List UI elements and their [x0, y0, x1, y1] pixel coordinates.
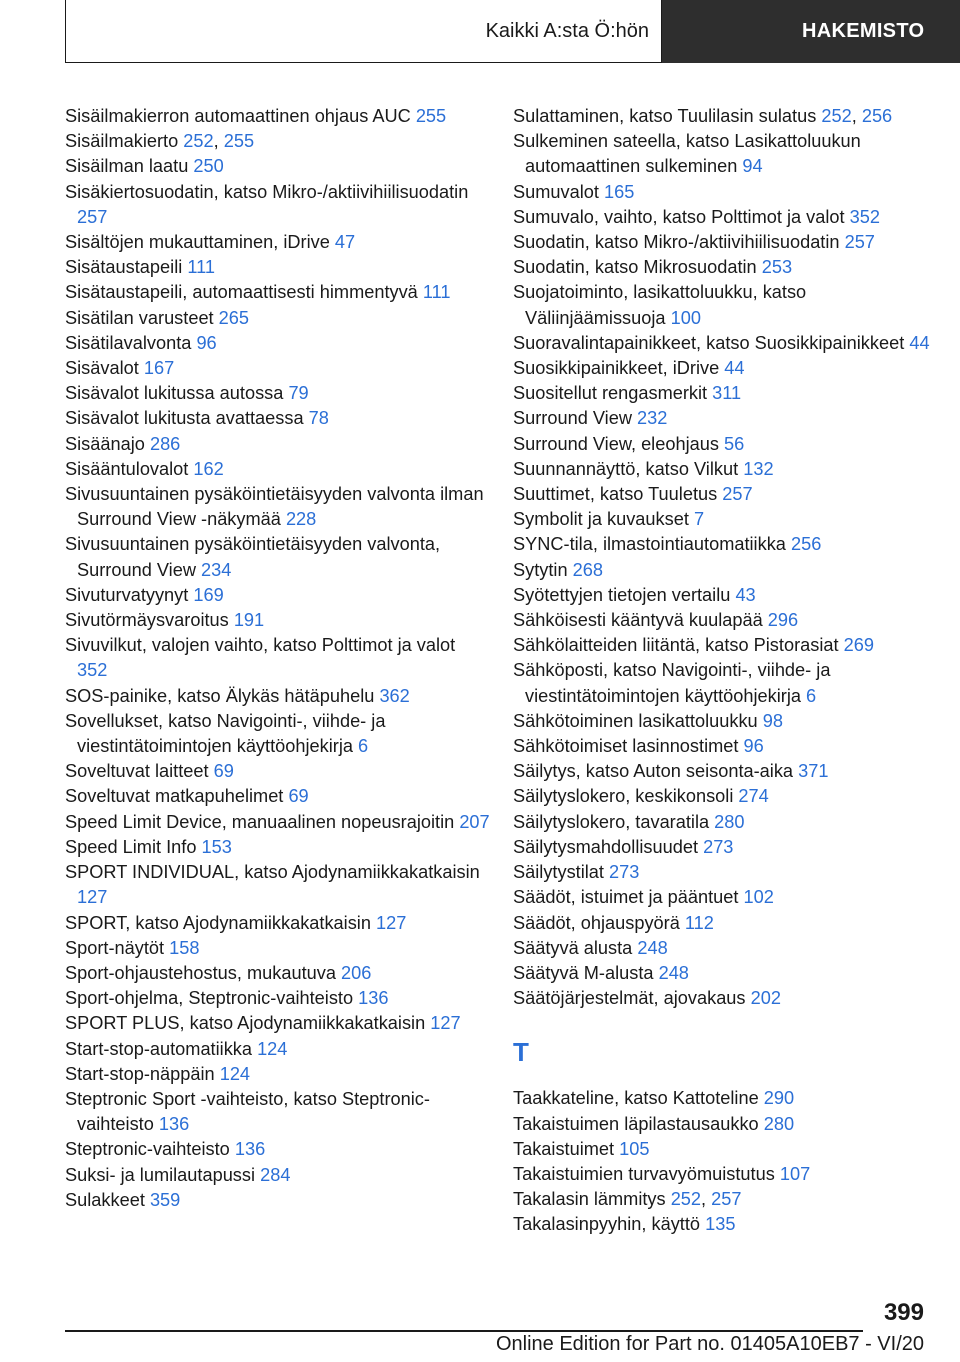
page-link[interactable]: 290: [763, 1088, 795, 1109]
index-entry: [513, 129, 938, 179]
index-entry: Sulattaminen, katso Tuulilasin sulatus 252, 256: [513, 106, 893, 126]
page-link[interactable]: 56: [724, 433, 745, 454]
entry-term: Taakkateline, katso Kattoteline: [513, 1088, 759, 1109]
entry-term: Takalasinpyyhin, käyttö: [513, 1214, 701, 1235]
index-entry: [513, 255, 938, 280]
index-tab[interactable]: HAKEMISTO: [662, 0, 960, 63]
entry-term: Sisäilmakierto: [65, 131, 179, 152]
entry-term: Sähköisesti kääntyvä kuulapää: [513, 610, 763, 631]
entry-term: Sytytin: [513, 559, 568, 580]
index-column-right: [513, 104, 938, 1238]
index-entry: [65, 180, 490, 230]
entry-term: Säädöt, ohjauspyörä: [513, 912, 680, 933]
index-entry: [65, 104, 490, 129]
entry-term: Sivusuuntainen pysäköintietäisyyden valvonta, Surround View: [65, 534, 441, 580]
index-entry: [513, 532, 938, 557]
page-link[interactable]: 7: [693, 509, 705, 530]
index-entry: [513, 633, 938, 658]
index-entry: [65, 633, 490, 683]
index-entry: [65, 306, 490, 331]
index-entry: [513, 608, 938, 633]
index-entry: [65, 583, 490, 608]
page-link[interactable]: 280: [763, 1113, 795, 1134]
entry-term: Soveltuvat laitteet: [65, 761, 209, 782]
entry-term: Suksi- ja lumilautapussi: [65, 1164, 256, 1185]
page-link[interactable]: 253: [761, 257, 793, 278]
entry-term: SYNC-tila, ilmastointiautomatiikka: [513, 534, 786, 555]
entry-term: Sivutörmäysvaroitus: [65, 610, 229, 631]
page-link[interactable]: 94: [742, 156, 763, 177]
page-link[interactable]: 98: [762, 710, 783, 731]
index-entry: [65, 230, 490, 255]
page-link[interactable]: 69: [213, 761, 234, 782]
entry-term: Syötettyjen tietojen vertailu: [513, 584, 731, 605]
index-entry: [513, 986, 938, 1011]
index-entry: [65, 1137, 490, 1162]
page-link[interactable]: 153: [201, 836, 232, 857]
entry-term: Sisäilmakierron automaattinen ohjaus AUC: [65, 106, 411, 126]
entry-term: Sähkötoimiset lasinnostimet: [513, 736, 739, 757]
index-entry: [513, 432, 938, 457]
entry-term: Säilytyslokero, tavaratila: [513, 811, 710, 832]
entry-term: Sulakkeet: [65, 1189, 145, 1210]
entry-term: Soveltuvat matkapuhelimet: [65, 786, 284, 807]
page-link[interactable]: 105: [619, 1138, 650, 1159]
page-link[interactable]: 136: [234, 1139, 266, 1160]
index-entry: [513, 457, 938, 482]
page-link[interactable]: 136: [358, 988, 389, 1009]
page-link[interactable]: 191: [233, 610, 265, 631]
index-entry: [513, 810, 938, 835]
page-link[interactable]: 111: [187, 257, 215, 278]
index-entry: [65, 1188, 490, 1213]
page-link[interactable]: 162: [193, 458, 224, 479]
page-link[interactable]: 257: [722, 484, 753, 505]
page-link[interactable]: 47: [334, 232, 356, 253]
index-entry: [65, 154, 490, 179]
entry-term: Surround View: [513, 408, 632, 429]
footer-divider: [65, 1330, 863, 1332]
index-entry: [513, 583, 938, 608]
page-link[interactable]: 252: [670, 1189, 702, 1210]
index-entry: [513, 280, 938, 330]
page-link[interactable]: 296: [767, 610, 799, 631]
index-entry: [65, 961, 490, 986]
entry-term: Sport-näytöt: [65, 937, 165, 958]
page-link[interactable]: 165: [604, 181, 635, 202]
page-link[interactable]: 44: [724, 358, 745, 379]
index-entry: [513, 180, 938, 205]
page-link[interactable]: 158: [169, 937, 200, 958]
page-link[interactable]: 256: [861, 106, 893, 126]
index-entry: [513, 230, 938, 255]
index-list-t: [513, 1086, 938, 1237]
page-link[interactable]: 286: [149, 433, 181, 454]
page-link[interactable]: 257: [77, 206, 108, 227]
page-link[interactable]: 284: [260, 1164, 291, 1185]
entry-term: SPORT INDIVIDUAL, katso Ajodynamiikkakatkaisin: [65, 862, 480, 883]
index-entry: [513, 1212, 938, 1237]
index-entry: [513, 784, 938, 809]
page-link[interactable]: 127: [376, 912, 407, 933]
entry-term: SOS-painike, katso Älykäs hätäpuhelu: [65, 685, 375, 706]
entry-term: Säilytyslokero, keskikonsoli: [513, 786, 734, 807]
index-entry: [513, 860, 938, 885]
entry-term: Sisäänajo: [65, 433, 145, 454]
page-link[interactable]: 6: [806, 685, 817, 706]
index-entry: [513, 759, 938, 784]
page-link[interactable]: 232: [637, 408, 668, 429]
page-link[interactable]: 111: [422, 282, 451, 303]
entry-term: Säätyvä alusta: [513, 937, 633, 958]
entry-term: Suoravalintapainikkeet, katso Suosikkipainikkeet: [513, 332, 905, 353]
entry-term: SPORT, katso Ajodynamiikkakatkaisin: [65, 912, 371, 933]
page-link[interactable]: 252: [821, 106, 852, 126]
index-entry: [513, 835, 938, 860]
page-link[interactable]: 255: [223, 131, 255, 152]
entry-term: Sulattaminen, katso Tuulilasin sulatus: [513, 106, 817, 126]
page-link[interactable]: 265: [218, 307, 250, 328]
page-link[interactable]: 127: [77, 887, 108, 908]
entry-term: Sähkölaitteiden liitäntä, katso Pistorasiat: [513, 635, 839, 656]
page-link[interactable]: 257: [844, 232, 875, 253]
index-entry: [65, 936, 490, 961]
entry-term: Sisäkiertosuodatin, katso Mikro-/aktiivihiilisuodatin: [65, 181, 469, 202]
page-link[interactable]: 167: [143, 358, 175, 379]
entry-term: Sivusuuntainen pysäköintietäisyyden valvonta ilman Surround View -näkymää: [65, 484, 484, 530]
entry-term: Sisältöjen mukauttaminen, iDrive: [65, 232, 330, 253]
entry-term: Sisävalot lukitussa autossa: [65, 383, 284, 404]
page-link[interactable]: 112: [684, 912, 714, 933]
index-entry: [513, 658, 938, 708]
index-entry: [65, 860, 490, 910]
index-entry: [513, 356, 938, 381]
index-entry: [65, 759, 490, 784]
page-link[interactable]: 352: [77, 660, 108, 681]
index-entry: [65, 784, 490, 809]
entry-term: Speed Limit Device, manuaalinen nopeusrajoitin: [65, 811, 455, 832]
entry-term: Sport-ohjaustehostus, mukautuva: [65, 962, 336, 983]
entry-term: Speed Limit Info: [65, 836, 197, 857]
page-link[interactable]: 100: [670, 307, 701, 328]
page-link[interactable]: 257: [711, 1189, 742, 1210]
index-entry: [513, 482, 938, 507]
entry-term: Sovellukset, katso Navigointi-, viihde- ja viestintätoimintojen käyttöohjekirja: [65, 710, 386, 757]
index-entry: [513, 1137, 938, 1162]
entry-term: Sisäilman laatu: [65, 156, 189, 177]
page-number: 399: [883, 1299, 924, 1326]
entry-term: Sivuturvatyynyt: [65, 584, 189, 605]
entry-term: Start-stop-näppäin: [65, 1063, 215, 1084]
index-entry: [65, 684, 490, 709]
index-entry: [65, 810, 490, 835]
index-entry: [65, 532, 490, 582]
index-list-s: [513, 104, 938, 1011]
entry-term: Säilytys, katso Auton seisonta-aika: [513, 761, 794, 782]
page-link[interactable]: 228: [285, 509, 317, 530]
entry-term: Säätyvä M-alusta: [513, 962, 654, 983]
entry-term: Steptronic-vaihteisto: [65, 1139, 230, 1160]
entry-term: Takalasin lämmitys: [513, 1189, 666, 1210]
entry-term: Sähkötoiminen lasikattoluukku: [513, 710, 758, 731]
entry-term: Sisävalot lukitusta avattaessa: [65, 408, 304, 429]
index-entry: [513, 936, 938, 961]
page-link[interactable]: 96: [743, 736, 764, 757]
page-link[interactable]: 256: [790, 534, 822, 555]
index-entry: [65, 911, 490, 936]
index-entry: [513, 1162, 938, 1187]
entry-term: Säätöjärjestelmät, ajovakaus: [513, 988, 746, 1009]
page-link[interactable]: 102: [743, 887, 774, 908]
page-link[interactable]: 202: [750, 988, 781, 1009]
index-entry: [513, 885, 938, 910]
index-entry: [65, 457, 490, 482]
index-entry: [513, 734, 938, 759]
entry-term: Steptronic Sport -vaihteisto, katso Steptronic-vaihteisto: [65, 1088, 430, 1135]
page-link[interactable]: 132: [743, 458, 774, 479]
index-entry: Takalasin lämmitys 252, 257: [513, 1189, 742, 1210]
entry-term: Säilytystilat: [513, 862, 604, 883]
entry-term: Symbolit ja kuvaukset: [513, 509, 689, 530]
entry-term: Sulkeminen sateella, katso Lasikattoluukun automaattinen sulkeminen: [513, 131, 861, 177]
page-link[interactable]: 206: [341, 962, 372, 983]
index-entry: [513, 961, 938, 986]
entry-term: Takaistuimien turvavyömuistutus: [513, 1163, 775, 1184]
page-link[interactable]: 255: [415, 106, 447, 126]
entry-term: Takaistuimen läpilastausaukko: [513, 1113, 759, 1134]
index-entry: [513, 709, 938, 734]
page-link[interactable]: 362: [379, 685, 410, 706]
entry-term: Takaistuimet: [513, 1138, 615, 1159]
index-entry: Sisäilmakierto 252, 255: [65, 131, 255, 152]
entry-term: Sumuvalot: [513, 181, 599, 202]
entry-term: Sähköposti, katso Navigointi-, viihde- ja viestintätoimintojen käyttöohjekirja: [513, 660, 831, 706]
entry-term: Säilytysmahdollisuudet: [513, 836, 699, 857]
page-link[interactable]: 248: [658, 962, 689, 983]
header-frame: [65, 0, 662, 63]
page-link[interactable]: 124: [257, 1038, 288, 1059]
section-letter: T: [513, 1037, 529, 1068]
index-entry: [65, 356, 490, 381]
entry-term: Sisätaustapeili: [65, 257, 183, 278]
entry-term: Sivuvilkut, valojen vaihto, katso Polttimot ja valot: [65, 635, 456, 656]
index-entry: [65, 709, 490, 759]
page-link[interactable]: 234: [201, 559, 232, 580]
index-entry: [65, 381, 490, 406]
page-link[interactable]: 371: [798, 761, 829, 782]
entry-term: Sisävalot: [65, 358, 139, 379]
index-entry: [65, 608, 490, 633]
index-entry: [513, 1086, 938, 1111]
section-title: Kaikki A:sta Ö:hön: [485, 20, 649, 42]
index-entry: [513, 381, 938, 406]
entry-term: Start-stop-automatiikka: [65, 1038, 252, 1059]
page-link[interactable]: 135: [705, 1214, 736, 1235]
index-entry: [65, 1087, 490, 1137]
entry-term: Sisääntulovalot: [65, 458, 189, 479]
page-link[interactable]: 169: [193, 584, 224, 605]
entry-term: Sisätilavalvonta: [65, 332, 192, 353]
entry-term: Sisätaustapeili, automaattisesti himmentyvä: [65, 282, 418, 303]
index-entry: [65, 1037, 490, 1062]
page-link[interactable]: 107: [779, 1163, 811, 1184]
entry-term: Sumuvalo, vaihto, katso Polttimot ja valot: [513, 206, 845, 227]
index-entry: [65, 406, 490, 431]
index-entry: [513, 558, 938, 583]
index-entry: [513, 507, 938, 532]
index-entry: [65, 255, 490, 280]
index-entry: [65, 986, 490, 1011]
entry-term: Säädöt, istuimet ja pääntuet: [513, 887, 739, 908]
edition-footer: Online Edition for Part no. 01405A10EB7 - VI/20: [495, 1333, 924, 1355]
page-link[interactable]: 207: [459, 811, 490, 832]
page-link[interactable]: 359: [149, 1189, 181, 1210]
entry-term: Suunnannäyttö, katso Vilkut: [513, 458, 739, 479]
page-link[interactable]: 280: [714, 811, 745, 832]
index-entry: [513, 911, 938, 936]
index-entry: [65, 331, 490, 356]
page-link[interactable]: 124: [219, 1063, 251, 1084]
page-link[interactable]: 96: [196, 332, 217, 353]
entry-term: Suosikkipainikkeet, iDrive: [513, 358, 720, 379]
entry-term: Sport-ohjelma, Steptronic-vaihteisto: [65, 988, 354, 1009]
index-entry: [65, 1163, 490, 1188]
page-link[interactable]: 79: [288, 383, 309, 404]
page-link[interactable]: 127: [430, 1013, 461, 1034]
entry-term: Surround View, eleohjaus: [513, 433, 719, 454]
entry-term: Suodatin, katso Mikro-/aktiivihiilisuodatin: [513, 232, 840, 253]
page-link[interactable]: 78: [308, 408, 329, 429]
page-link[interactable]: 43: [735, 584, 756, 605]
index-entry: [65, 1011, 490, 1036]
index-entry: [65, 835, 490, 860]
index-entry: [65, 482, 490, 532]
page-link[interactable]: 252: [183, 131, 214, 152]
entry-term: Suuttimet, katso Tuuletus: [513, 484, 718, 505]
page-link[interactable]: 352: [849, 206, 880, 227]
index-entry: [513, 1112, 938, 1137]
page-link[interactable]: 69: [288, 786, 309, 807]
page-link[interactable]: 311: [712, 383, 742, 404]
page-link[interactable]: 136: [158, 1114, 190, 1135]
index-column-left: [65, 104, 490, 1213]
page-link[interactable]: 273: [609, 862, 640, 883]
index-entry: [65, 1062, 490, 1087]
entry-term: Sisätilan varusteet: [65, 307, 214, 328]
index-entry: [513, 331, 938, 356]
page-link[interactable]: 6: [358, 736, 369, 757]
entry-term: Suositellut rengasmerkit: [513, 383, 708, 404]
page-link[interactable]: 274: [738, 786, 769, 807]
page-link[interactable]: 44: [909, 332, 930, 353]
index-entry: [65, 280, 490, 305]
page-link[interactable]: 273: [703, 836, 734, 857]
page-link[interactable]: 269: [843, 635, 874, 656]
page-link[interactable]: 268: [572, 559, 604, 580]
index-entry: [65, 432, 490, 457]
entry-term: Suojatoiminto, lasikattoluukku, katso Väliinjäämissuoja: [513, 282, 807, 328]
page-link[interactable]: 250: [193, 156, 224, 177]
entry-term: SPORT PLUS, katso Ajodynamiikkakatkaisin: [65, 1013, 426, 1034]
entry-term: Suodatin, katso Mikrosuodatin: [513, 257, 757, 278]
page-link[interactable]: 248: [637, 937, 668, 958]
index-entry: [513, 406, 938, 431]
index-entry: [513, 205, 938, 230]
